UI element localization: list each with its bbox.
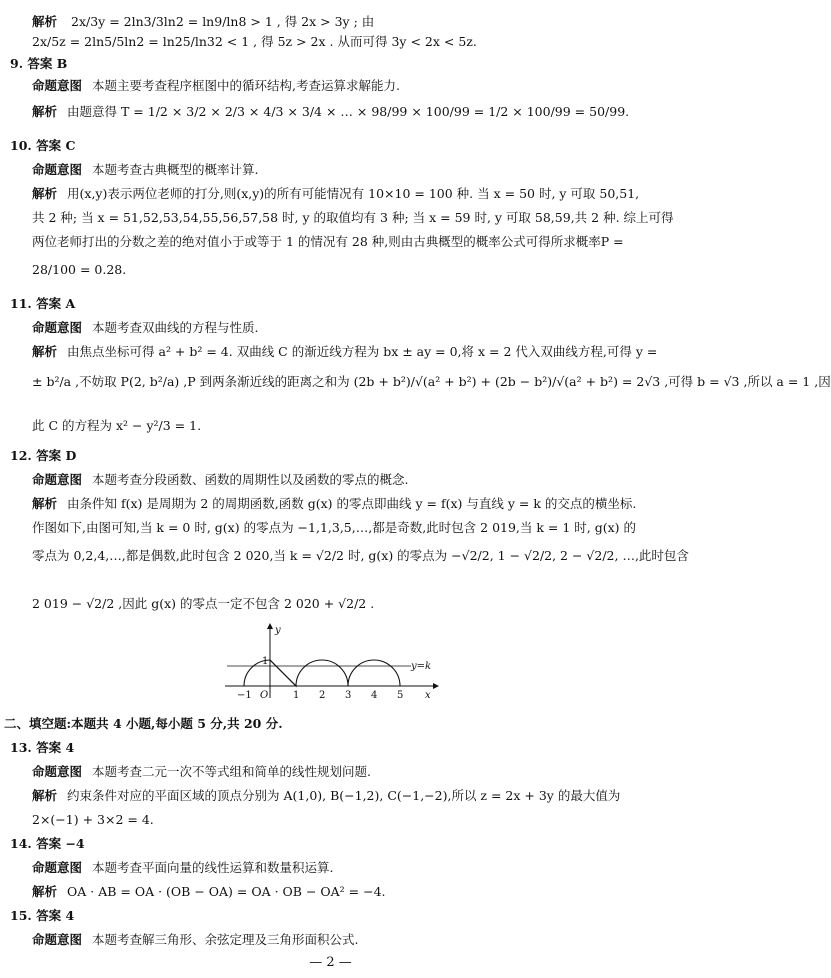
q9-sol-label: 解析 — [32, 104, 58, 119]
q13-solution-l1 — [32, 788, 620, 804]
q8-sol-part2: 2x/5z = 2ln5/5ln2 = ln25/ln32 < 1 , 得 5z > 2x . 从而可得 3y < 2x < 5z. — [32, 34, 477, 49]
q10-solution-l4: 28/100 = 0.28. — [32, 262, 127, 277]
q14-solution — [32, 884, 386, 900]
q13-sol-text-1: 约束条件对应的平面区域的顶点分别为 A(1,0), B(−1,2), C(−1,−2),所以 z = 2x + 3y 的最大值为 — [67, 788, 621, 803]
q12-solution-l1 — [32, 496, 636, 512]
q14-intent-text: 本题考查平面向量的线性运算和数量积运算. — [92, 860, 334, 875]
q10-solution-l3: 两位老师打出的分数之差的绝对值小于或等于 1 的情况有 28 种,则由古典概型的概率公式可得所求概率P = — [32, 234, 624, 249]
q8-sol-label: 解析 — [32, 14, 58, 29]
q13-answer: 13. 答案 4 — [10, 740, 75, 755]
q10-intent-label: 命题意图 — [32, 162, 83, 177]
q15-intent — [32, 932, 359, 948]
q11-sol-label: 解析 — [32, 344, 58, 359]
q12-intent — [32, 472, 409, 488]
q10-intent-text: 本题考查古典概型的概率计算. — [92, 162, 259, 177]
q11-solution-l2: ± b²/a ,不妨取 P(2, b²/a) ,P 到两条渐近线的距离之和为 (2b + b²)/√(a² + b²) + (2b − b²)/√(a² + b²) = 2√3 ,可得 b = √3 ,所以 a = 1 ,因 — [32, 374, 831, 389]
q13-intent-text: 本题考查二元一次不等式组和简单的线性规划问题. — [92, 764, 371, 779]
q15-intent-text: 本题考查解三角形、余弦定理及三角形面积公式. — [92, 932, 359, 947]
q11-sol-text-1: 由焦点坐标可得 a² + b² = 4. 双曲线 C 的渐近线方程为 bx ± ay = 0,将 x = 2 代入双曲线方程,可得 y = — [67, 344, 658, 359]
q13-intent-label: 命题意图 — [32, 764, 83, 779]
x-tick-2: 2 — [319, 690, 326, 701]
q12-intent-label: 命题意图 — [32, 472, 83, 487]
q11-solution-l1 — [32, 344, 657, 360]
q10-sol-text-1: 用(x,y)表示两位老师的打分,则(x,y)的所有可能情况有 10×10 = 100 种. 当 x = 50 时, y 可取 50,51, — [67, 186, 640, 201]
x-tick-1: 1 — [293, 690, 300, 701]
q9-solution — [32, 104, 629, 120]
q14-intent-label: 命题意图 — [32, 860, 83, 875]
y-axis-arrow — [267, 623, 273, 629]
q13-sol-label: 解析 — [32, 788, 58, 803]
q10-sol-label: 解析 — [32, 186, 58, 201]
section-2-heading: 二、填空题:本题共 4 小题,每小题 5 分,共 20 分. — [4, 716, 283, 731]
q9-sol-text: 由题意得 T = 1/2 × 3/2 × 2/3 × 4/3 × 3/4 × … × 98/99 × 100/99 = 1/2 × 100/99 = 50/99. — [67, 104, 630, 119]
q15-intent-label: 命题意图 — [32, 932, 83, 947]
q9-intent — [32, 78, 400, 94]
q12-solution-l4: 2 019 − √2/2 ,因此 g(x) 的零点一定不包含 2 020 + √2/2 . — [32, 596, 375, 611]
q12-sol-text-1: 由条件知 f(x) 是周期为 2 的周期函数,函数 g(x) 的零点即曲线 y = f(x) 与直线 y = k 的交点的横坐标. — [67, 496, 637, 511]
q9-intent-text: 本题主要考查程序框图中的循环结构,考查运算求解能力. — [92, 78, 400, 93]
q13-solution-l2: 2×(−1) + 3×2 = 4. — [32, 812, 154, 827]
q11-intent-text: 本题考查双曲线的方程与性质. — [92, 320, 259, 335]
periodic-function-graph — [225, 622, 440, 700]
y-axis-label: y — [275, 625, 281, 636]
x-tick-5: 5 — [397, 690, 404, 701]
q9-intent-label: 命题意图 — [32, 78, 83, 93]
q8-sol-part1: 2x/3y = 2ln3/3ln2 = ln9/ln8 > 1 , 得 2x > 3y ; 由 — [71, 14, 375, 29]
page-number: — 2 — — [309, 955, 352, 970]
curve-segment — [270, 660, 296, 686]
q11-solution-l3: 此 C 的方程为 x² − y²/3 = 1. — [32, 418, 202, 433]
q15-answer: 15. 答案 4 — [10, 908, 75, 923]
q14-intent — [32, 860, 334, 876]
q12-intent-text: 本题考查分段函数、函数的周期性以及函数的零点的概念. — [92, 472, 409, 487]
x-axis-label: x — [425, 690, 431, 701]
x-tick-neg1: −1 — [237, 690, 252, 701]
q9-answer: 9. 答案 B — [10, 56, 68, 71]
q8-solution — [32, 14, 374, 30]
x-tick-4: 4 — [371, 690, 378, 701]
q10-intent — [32, 162, 259, 178]
q11-answer: 11. 答案 A — [10, 296, 76, 311]
origin-label: O — [260, 690, 269, 701]
x-axis-arrow — [433, 683, 439, 689]
q10-solution-l1 — [32, 186, 639, 202]
x-tick-3: 3 — [345, 690, 352, 701]
y-tick-1: 1 — [262, 656, 269, 667]
q12-solution-l2: 作图如下,由图可知,当 k = 0 时, g(x) 的零点为 −1,1,3,5,…,都是奇数,此时包含 2 019,当 k = 1 时, g(x) 的 — [32, 520, 637, 535]
line-y-k-label: y=k — [411, 661, 432, 672]
q11-intent — [32, 320, 259, 336]
q12-solution-l3: 零点为 0,2,4,…,都是偶数,此时包含 2 020,当 k = √2/2 时, g(x) 的零点为 −√2/2, 1 − √2/2, 2 − √2/2, …,此时包含 — [32, 548, 689, 563]
q13-intent — [32, 764, 371, 780]
q8-solution-cont — [32, 34, 477, 50]
q14-sol-label: 解析 — [32, 884, 58, 899]
q14-sol-text: OA · AB = OA · (OB − OA) = OA · OB − OA² = −4. — [67, 884, 386, 899]
q12-sol-label: 解析 — [32, 496, 58, 511]
q10-solution-l2: 共 2 种; 当 x = 51,52,53,54,55,56,57,58 时, y 的取值均有 3 种; 当 x = 59 时, y 可取 58,59,共 2 种. 综上可得 — [32, 210, 674, 225]
q14-answer: 14. 答案 −4 — [10, 836, 85, 851]
q12-answer: 12. 答案 D — [10, 448, 77, 463]
q11-intent-label: 命题意图 — [32, 320, 83, 335]
q10-answer: 10. 答案 C — [10, 138, 76, 153]
